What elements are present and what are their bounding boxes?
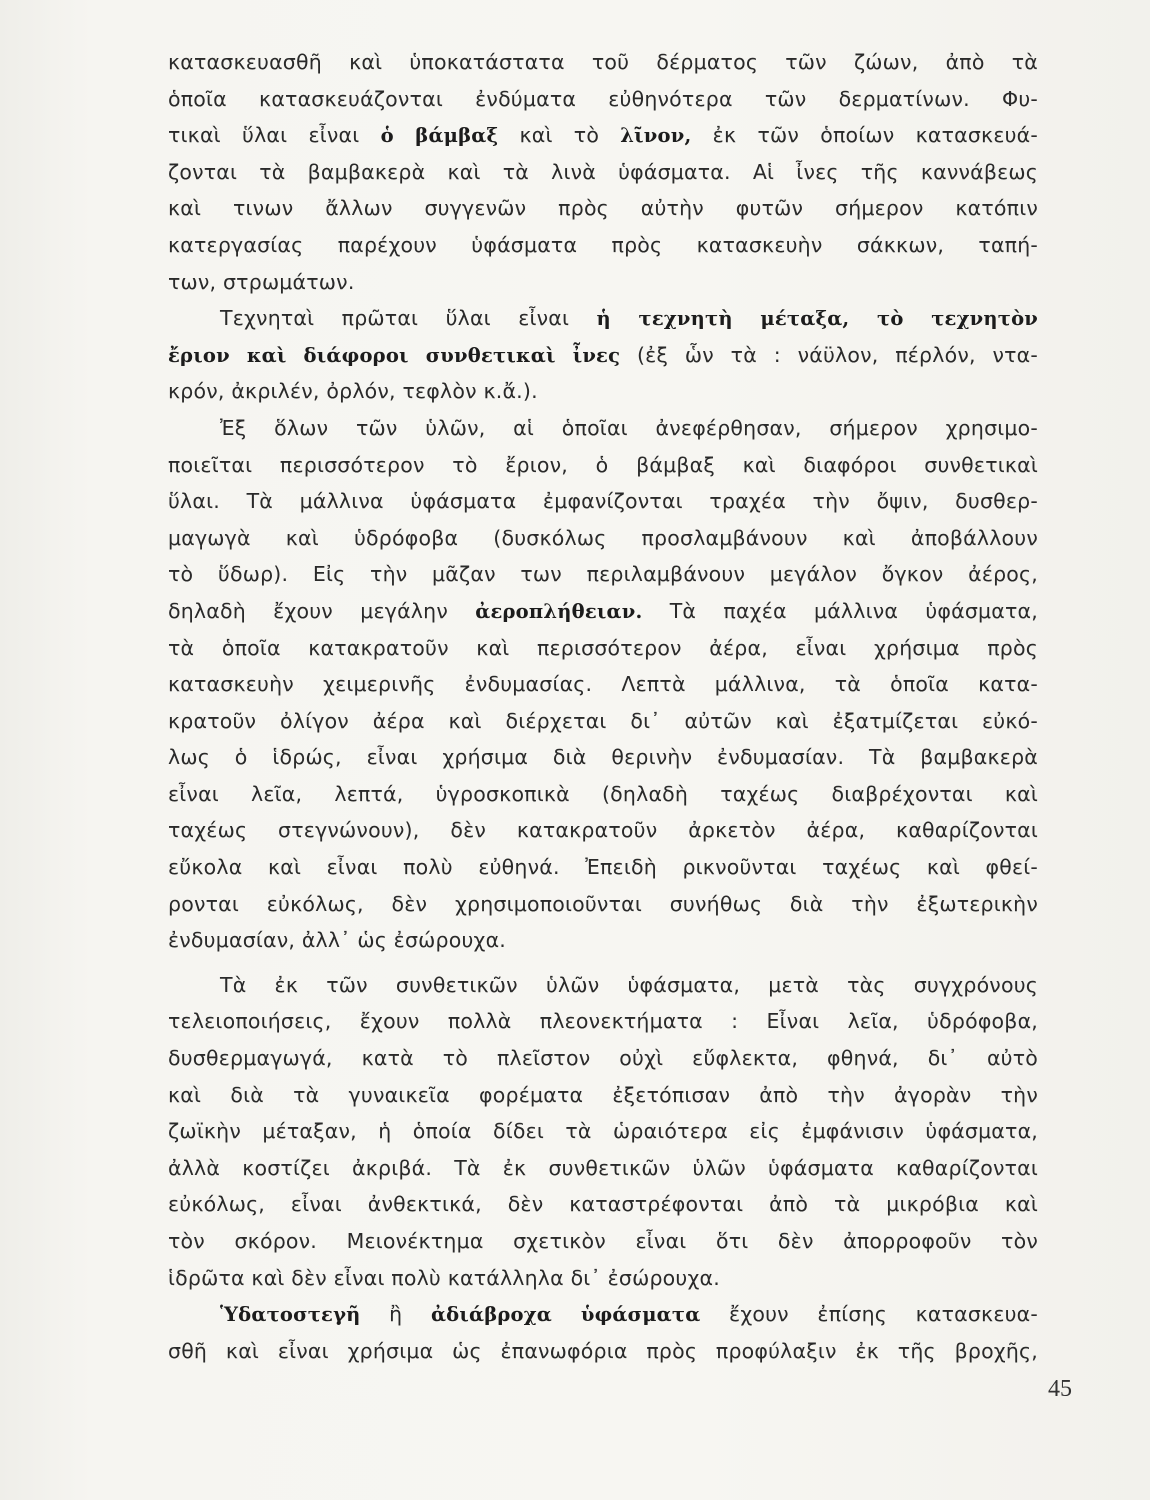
text-segment: εὐκόλως, εἶναι ἀνθεκτικά, δὲν καταστρέφονται ἀπὸ τὰ μικρόβια καὶ [168, 1192, 1038, 1217]
text-segment: εὔκολα καὶ εἶναι πολὺ εὐθηνά. Ἐπειδὴ ρικνοῦνται ταχέως καὶ φθεί- [168, 855, 1038, 880]
text-segment: λως ὁ ἱδρώς, εἶναι χρήσιμα διὰ θερινὴν ἐνδυμασίαν. Τὰ βαμβακερὰ [168, 745, 1038, 770]
text-line [168, 922, 1038, 959]
text-line [168, 44, 1038, 81]
text-segment: καὶ τινων ἄλλων συγγενῶν πρὸς αὐτὴν φυτῶν σήμερον κατόπιν [168, 196, 1038, 221]
text-segment: ὁποῖα κατασκευάζονται ἐνδύματα εὐθηνότερα τῶν δερματίνων. Φυ- [168, 86, 1038, 111]
text-segment: τελειοποιήσεις, ἔχουν πολλὰ πλεονεκτήματα : Εἶναι λεῖα, ὑδρόφοβα, [168, 1009, 1038, 1034]
text-line [168, 1150, 1038, 1187]
text-line [168, 739, 1038, 776]
text-segment: ζονται τὰ βαμβακερὰ καὶ τὰ λινὰ ὑφάσματα. Αἱ ἶνες τῆς καννάβεως [168, 159, 1038, 184]
text-line [168, 967, 1038, 1004]
bold-term: ὁ βάμβαξ [380, 124, 499, 148]
bold-term: ἀδιάβροχα ὑφάσματα [430, 1303, 701, 1327]
text-line [168, 1003, 1038, 1040]
text-line [168, 1113, 1038, 1150]
text-segment: Τὰ ἐκ τῶν συνθετικῶν ὑλῶν ὑφάσματα, μετὰ τὰς συγχρόνους [220, 972, 1038, 997]
text-segment: κατασκευασθῆ καὶ ὑποκατάστατα τοῦ δέρματος τῶν ζώων, ἀπὸ τὰ [168, 50, 1038, 74]
text-line [168, 703, 1038, 740]
text-segment: ἐνδυμασίαν, ἀλλ᾽ ὡς ἐσώρουχα. [168, 928, 507, 953]
text-segment: τικαὶ ὕλαι εἶναι [168, 123, 381, 148]
text-line [168, 1223, 1038, 1260]
text-line [168, 849, 1038, 886]
text-line [168, 812, 1038, 849]
text-segment: ζωϊκὴν μέταξαν, ἡ ὁποία δίδει τὰ ὡραιότερα εἰς ἐμφάνισιν ὑφάσματα, [168, 1119, 1038, 1144]
text-line [168, 1260, 1038, 1297]
text-line [168, 1186, 1038, 1223]
bold-term: λῖνον, [620, 124, 692, 148]
page-number: 45 [1048, 1376, 1072, 1402]
body-text [168, 44, 1038, 1369]
text-line [168, 373, 1038, 410]
text-segment: (ἐξ ὧν τὰ : νάϋλον, πέρλόν, ντα- [620, 342, 1038, 367]
text-segment: κρόν, ἀκριλέν, ὀρλόν, τεφλὸν κ.ἄ.). [168, 379, 538, 404]
text-line [168, 300, 1038, 337]
text-line [168, 1040, 1038, 1077]
text-line [168, 666, 1038, 703]
text-line [168, 483, 1038, 520]
text-segment: τὰ ὁποῖα κατακρατοῦν καὶ περισσότερον ἀέρα, εἶναι χρήσιμα πρὸς [168, 635, 1038, 660]
bold-term: Ὑδατοστεγῆ [220, 1303, 361, 1327]
text-segment: τὸν σκόρον. Μειονέκτημα σχετικὸν εἶναι ὅτι δὲν ἀπορροφοῦν τὸν [168, 1229, 1038, 1253]
text-segment: ποιεῖται περισσότερον τὸ ἔριον, ὁ βάμβαξ καὶ διαφόροι συνθετικαὶ [168, 452, 1038, 477]
text-segment: ρονται εὐκόλως, δὲν χρησιμοποιοῦνται συνήθως διὰ τὴν ἐξωτερικὴν [168, 891, 1038, 916]
text-segment: τὸ ὕδωρ). Εἰς τὴν μᾶζαν των περιλαμβάνουν μεγάλον ὄγκον ἀέρος, [168, 562, 1038, 587]
text-line [168, 630, 1038, 667]
text-segment: ταχέως στεγνώνουν), δὲν κατακρατοῦν ἀρκετὸν ἀέρα, καθαρίζονται [168, 818, 1038, 843]
text-segment: ἱδρῶτα καὶ δὲν εἶναι πολὺ κατάλληλα δι᾽ ἐσώρουχα. [168, 1265, 720, 1290]
text-segment: κατεργασίας παρέχουν ὑφάσματα πρὸς κατασκευὴν σάκκων, ταπή- [168, 232, 1038, 257]
text-segment: ὕλαι. Τὰ μάλλινα ὑφάσματα ἐμφανίζονται τραχέα τὴν ὄψιν, δυσθερ- [168, 489, 1038, 514]
text-line [168, 81, 1038, 118]
text-line [168, 520, 1038, 557]
bold-term: ἡ τεχνητὴ μέταξα, τὸ τεχνητὸν [596, 307, 1038, 331]
text-segment: μαγωγὰ καὶ ὑδρόφοβα (δυσκόλως προσλαμβάνουν καὶ ἀποβάλλουν [168, 525, 1038, 550]
text-segment: των, στρωμάτων. [168, 269, 355, 294]
bold-term: ἔριον καὶ διάφοροι συνθετικαὶ ἶνες [168, 343, 621, 367]
text-line [168, 117, 1038, 154]
text-line [168, 776, 1038, 813]
text-line [168, 1077, 1038, 1114]
text-line [168, 556, 1038, 593]
text-segment: Τεχνηταὶ πρῶται ὕλαι εἶναι [220, 306, 597, 331]
text-segment: κρατοῦν ὀλίγον ἀέρα καὶ διέρχεται δι᾽ αὐτῶν καὶ ἐξατμίζεται εὐκό- [168, 708, 1038, 733]
text-segment: ἔχουν ἐπίσης κατασκευα- [700, 1302, 1038, 1327]
text-segment: καὶ διὰ τὰ γυναικεῖα φορέματα ἐξετόπισαν ἀπὸ τὴν ἀγορὰν τὴν [168, 1082, 1038, 1107]
text-segment: κατασκευὴν χειμερινῆς ἐνδυμασίας. Λεπτὰ μάλλινα, τὰ ὁποῖα κατα- [168, 672, 1038, 697]
text-segment: δυσθερμαγωγά, κατὰ τὸ πλεῖστον οὐχὶ εὔφλεκτα, φθηνά, δι᾽ αὐτὸ [168, 1046, 1038, 1071]
bold-term: ἀεροπλήθειαν. [475, 599, 643, 623]
text-segment: Τὰ παχέα μάλλινα ὑφάσματα, [642, 598, 1038, 623]
text-segment: σθῆ καὶ εἶναι χρήσιμα ὡς ἐπανωφόρια πρὸς προφύλαξιν ἐκ τῆς βροχῆς, [168, 1338, 1038, 1363]
text-segment: ἐκ τῶν ὁποίων κατασκευά- [691, 123, 1038, 148]
text-segment: εἶναι λεῖα, λεπτά, ὑγροσκοπικὰ (δηλαδὴ ταχέως διαβρέχονται καὶ [168, 781, 1038, 806]
text-line [168, 264, 1038, 301]
text-line [168, 410, 1038, 447]
text-line [168, 154, 1038, 191]
text-line [168, 447, 1038, 484]
text-segment: καὶ τὸ [498, 123, 621, 148]
text-line [168, 227, 1038, 264]
text-line [168, 190, 1038, 227]
text-segment: ἢ [360, 1302, 431, 1327]
text-segment: ἀλλὰ κοστίζει ἀκριβά. Τὰ ἐκ συνθετικῶν ὑλῶν ὑφάσματα καθαρίζονται [168, 1155, 1038, 1180]
text-segment: δηλαδὴ ἔχουν μεγάλην [168, 598, 476, 623]
text-line [168, 593, 1038, 630]
text-segment: Ἐξ ὅλων τῶν ὑλῶν, αἱ ὁποῖαι ἀνεφέρθησαν, σήμερον χρησιμο- [220, 415, 1038, 440]
text-line [168, 337, 1038, 374]
text-line [168, 1296, 1038, 1333]
text-line [168, 886, 1038, 923]
text-line [168, 1333, 1038, 1370]
